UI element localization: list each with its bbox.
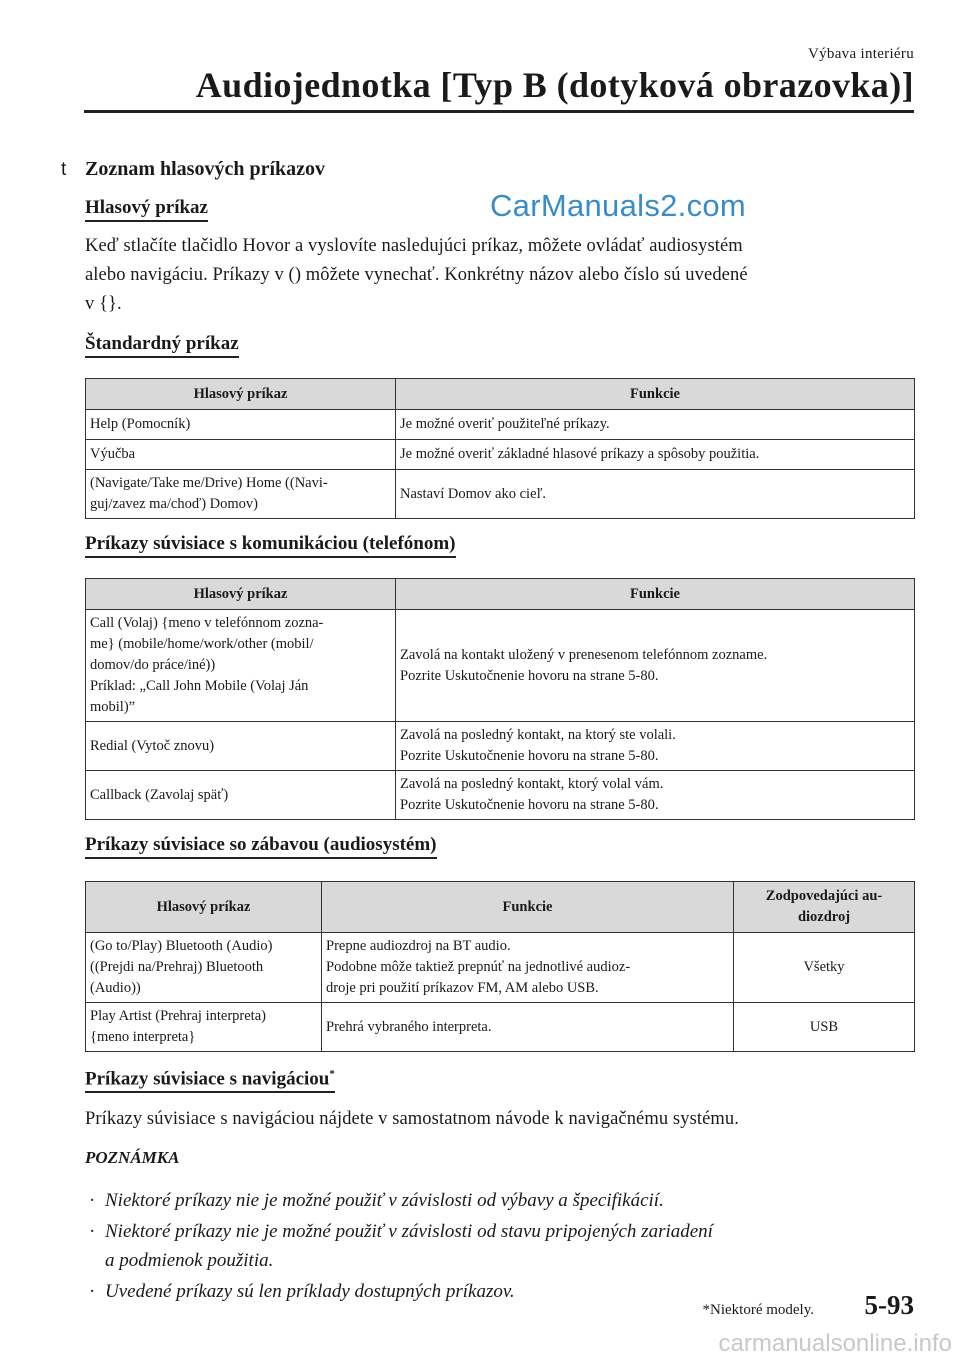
footnote: *Niektoré modely. — [702, 1302, 814, 1318]
header-section: Výbava interiéru — [807, 46, 914, 62]
standard-command-table — [85, 378, 915, 519]
command-cell — [86, 1003, 322, 1052]
cell-line: Call (Volaj) {meno v telefónnom zozna- — [90, 615, 324, 631]
function-cell — [322, 1003, 734, 1052]
table-header-row — [86, 379, 915, 410]
header-line: Zodpovedajúci au- — [765, 888, 883, 904]
audio-command-heading: Príkazy súvisiace so zábavou (audiosystém) — [85, 834, 437, 859]
audio-command-table — [85, 881, 915, 1052]
command-cell — [86, 440, 396, 470]
nav-heading-text: Príkazy súvisiace s navigáciou — [85, 1068, 330, 1090]
cell-line: Podobne môže taktiež prepnúť na jednotlivé audioz- — [326, 959, 631, 975]
cell-line: me} (mobile/home/work/other (mobil/ — [90, 636, 314, 652]
cell-line: ((Prejdi na/Prehraj) Bluetooth — [90, 959, 264, 975]
cell-line: (Go to/Play) Bluetooth (Audio) — [90, 938, 273, 954]
cell-line: Help (Pomocník) — [90, 416, 191, 432]
header-rule — [84, 110, 914, 113]
command-cell — [86, 410, 396, 440]
header-line: diozdroj — [797, 909, 851, 925]
page-number: 5-93 — [864, 1290, 914, 1320]
table-row — [86, 440, 915, 470]
cell-line: droje pri použití príkazov FM, AM alebo USB. — [326, 980, 599, 996]
column-header: Funkcie — [322, 882, 734, 933]
function-cell — [396, 470, 915, 519]
note-line: Niektoré príkazy nie je možné použiť v závislosti od výbavy a špecifikácií. — [105, 1190, 664, 1212]
command-cell — [86, 933, 322, 1003]
cell-line: Príklad: „Call John Mobile (Volaj Ján — [90, 678, 309, 694]
cell-line: domov/do práce/iné)) — [90, 657, 216, 673]
bullet-dot: · — [89, 1281, 96, 1303]
column-header: Hlasový príkaz — [86, 882, 322, 933]
function-cell — [322, 933, 734, 1003]
cell-line: Prepne audiozdroj na BT audio. — [326, 938, 511, 954]
bullet-dot: · — [89, 1190, 96, 1212]
nav-paragraph: Príkazy súvisiace s navigáciou nájdete v samostatnom návode k navigačnému systému. — [85, 1109, 739, 1130]
page-title: Audiojednotka [Typ B (dotyková obrazovka)] — [195, 65, 914, 105]
section-title-text: Zoznam hlasových príkazov — [85, 158, 326, 180]
note-line: Uvedené príkazy sú len príklady dostupných príkazov. — [105, 1281, 515, 1303]
cell-line: guj/zavez ma/choď) Domov) — [90, 496, 259, 512]
table-row — [86, 933, 915, 1003]
column-header: Hlasový príkaz — [86, 579, 396, 610]
phone-command-heading: Príkazy súvisiace s komunikáciou (telefónom) — [85, 533, 456, 558]
cell-line: Play Artist (Prehraj interpreta) — [90, 1008, 266, 1024]
top-watermark: CarManuals2.com — [490, 188, 747, 223]
bullet-dot: · — [89, 1221, 96, 1243]
cell-line: Zavolá na posledný kontakt, na ktorý ste volali. — [400, 727, 676, 743]
command-cell — [86, 610, 396, 722]
table-row — [86, 610, 915, 722]
command-cell — [86, 470, 396, 519]
para-line: Keď stlačíte tlačidlo Hovor a vyslovíte nasledujúci príkaz, môžete ovládať audiosystém — [85, 236, 743, 256]
cell-line: Nastaví Domov ako cieľ. — [400, 485, 547, 502]
cell-line: Redial (Vytoč znovu) — [90, 737, 215, 754]
para-line: v {}. — [85, 294, 122, 314]
footer-watermark: carmanualsonline.info — [718, 1330, 952, 1357]
table-row — [86, 1003, 915, 1052]
command-cell — [86, 771, 396, 820]
note-title: POZNÁMKA — [85, 1148, 180, 1168]
cell-line: Prehrá vybraného interpreta. — [326, 1018, 492, 1035]
table-row — [86, 410, 915, 440]
voice-command-paragraph — [85, 232, 915, 319]
column-header: Funkcie — [396, 579, 915, 610]
source-cell: USB — [734, 1003, 915, 1052]
cell-line: Pozrite Uskutočnenie hovoru na strane 5-80. — [400, 797, 659, 813]
function-cell — [396, 410, 915, 440]
cell-line: (Navigate/Take me/Drive) Home ((Navi- — [90, 475, 328, 491]
function-cell — [396, 610, 915, 722]
table-header-row — [86, 882, 915, 933]
cell-line: Callback (Zavolaj späť) — [90, 786, 229, 803]
note-line: Niektoré príkazy nie je možné použiť v závislosti od stavu pripojených zariadení — [105, 1221, 713, 1243]
cell-line: Zavolá na posledný kontakt, ktorý volal vám. — [400, 776, 664, 792]
cell-line: Výučba — [90, 446, 136, 462]
section-bullet: t — [61, 159, 67, 180]
cell-line: Zavolá na kontakt uložený v prenesenom telefónnom zozname. — [400, 646, 768, 663]
source-cell: Všetky — [734, 933, 915, 1003]
table-row — [86, 722, 915, 771]
cell-line: Pozrite Uskutočnenie hovoru na strane 5-80. — [400, 748, 659, 764]
cell-line: (Audio)) — [90, 980, 141, 996]
phone-command-table — [85, 578, 915, 820]
function-cell — [396, 440, 915, 470]
function-cell — [396, 771, 915, 820]
cell-line: Je možné overiť základné hlasové príkazy a spôsoby použitia. — [400, 446, 760, 462]
asterisk-marker: * — [329, 1068, 335, 1080]
cell-line: {meno interpreta} — [90, 1029, 196, 1045]
voice-command-heading: Hlasový príkaz — [85, 197, 208, 222]
list-item — [85, 1186, 915, 1215]
command-cell — [86, 722, 396, 771]
nav-command-heading — [85, 1068, 335, 1093]
list-item — [85, 1217, 915, 1275]
para-line: alebo navigáciu. Príkazy v () môžete vynechať. Konkrétny názov alebo číslo sú uvedené — [85, 265, 748, 285]
table-row — [86, 470, 915, 519]
note-line: a podmienok použitia. — [105, 1250, 274, 1272]
function-cell — [396, 722, 915, 771]
column-header: Funkcie — [396, 379, 915, 410]
note-list — [85, 1186, 915, 1306]
column-header: Hlasový príkaz — [86, 379, 396, 410]
main-content — [61, 158, 915, 1308]
standard-command-heading: Štandardný príkaz — [85, 333, 239, 358]
table-row — [86, 771, 915, 820]
section-title — [61, 158, 915, 181]
column-header — [734, 882, 915, 933]
cell-line: Je možné overiť použiteľné príkazy. — [400, 416, 610, 432]
cell-line: Pozrite Uskutočnenie hovoru na strane 5-80. — [400, 667, 659, 684]
cell-line: mobil)” — [90, 699, 136, 715]
table-header-row — [86, 579, 915, 610]
